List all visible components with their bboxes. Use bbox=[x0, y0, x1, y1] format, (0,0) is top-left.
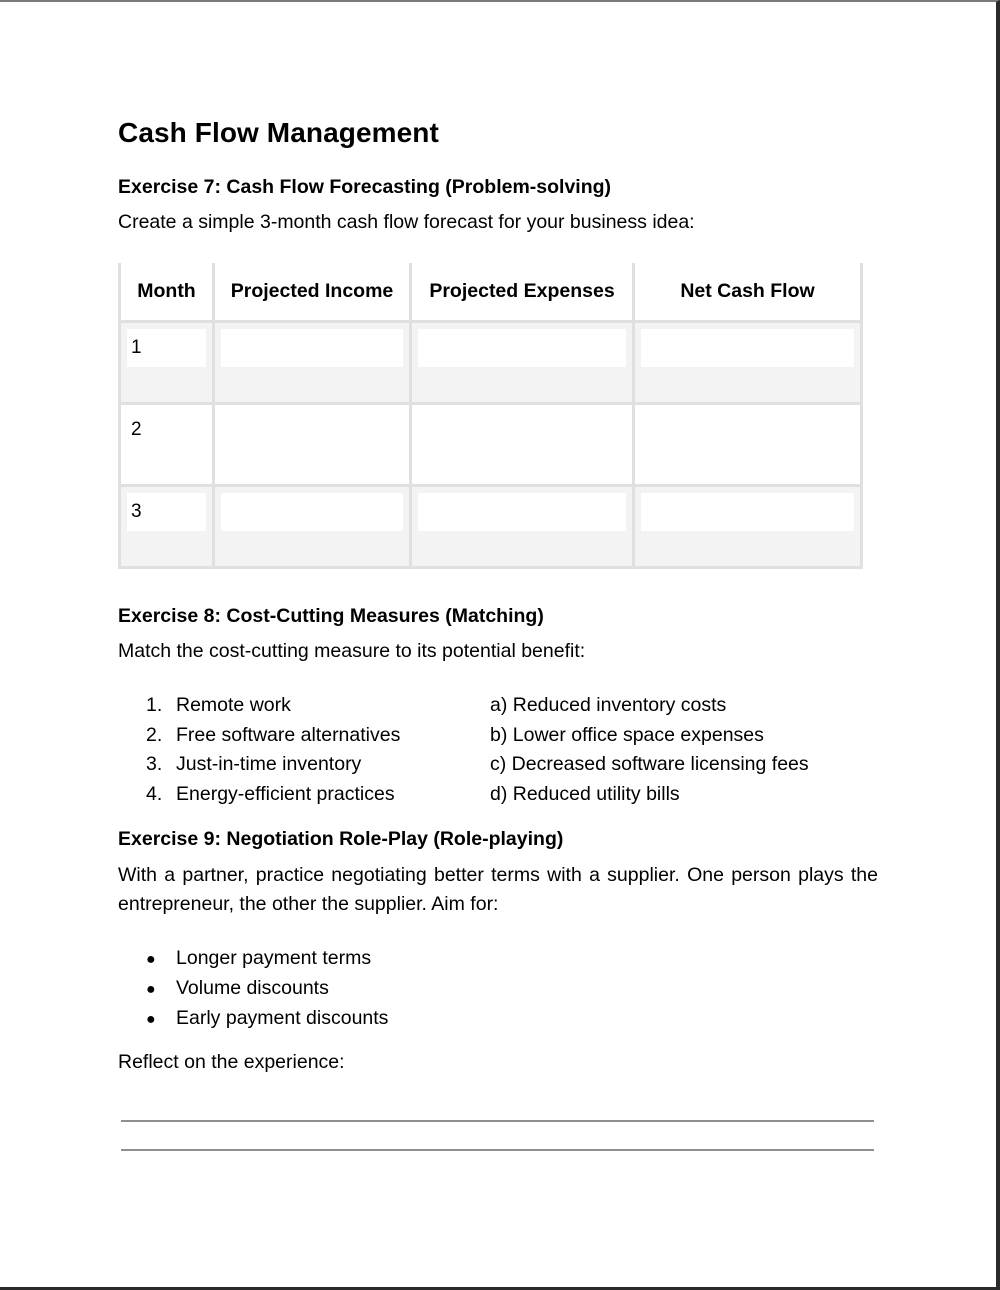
cell-projected-expenses[interactable] bbox=[411, 403, 634, 485]
list-item: ● Early payment discounts bbox=[146, 1004, 388, 1034]
exercise-7-title: Exercise 7: Cash Flow Forecasting (Problem-solving) bbox=[118, 176, 612, 198]
cell-net-cash-flow[interactable] bbox=[634, 485, 862, 567]
cell-month: 3 bbox=[120, 485, 214, 567]
bullet-icon: ● bbox=[146, 981, 156, 998]
list-item: c) Decreased software licensing fees bbox=[490, 753, 809, 775]
page-title: Cash Flow Management bbox=[118, 117, 439, 148]
cell-month: 1 bbox=[120, 321, 214, 403]
list-item: 3. Just-in-time inventory bbox=[146, 753, 362, 775]
header-net-cash-flow: Net Cash Flow bbox=[634, 263, 862, 321]
cell-projected-income[interactable] bbox=[214, 403, 411, 485]
list-item: ● Longer payment terms bbox=[146, 944, 388, 974]
list-item: 2. Free software alternatives bbox=[146, 723, 401, 746]
list-item: 4. Energy-efficient practices bbox=[146, 782, 395, 805]
cash-flow-forecast-table bbox=[118, 263, 863, 569]
header-projected-income: Projected Income bbox=[214, 263, 411, 321]
exercise-9-title: Exercise 9: Negotiation Role-Play (Role-playing) bbox=[118, 828, 564, 850]
cell-net-cash-flow[interactable] bbox=[634, 321, 862, 403]
benefits-list bbox=[490, 691, 809, 809]
exercise-7-instructions: Create a simple 3-month cash flow forecast for your business idea: bbox=[118, 211, 695, 233]
list-item: a) Reduced inventory costs bbox=[490, 694, 727, 716]
table-row bbox=[120, 403, 862, 485]
header-projected-expenses: Projected Expenses bbox=[411, 263, 634, 321]
header-month: Month bbox=[120, 263, 214, 321]
cell-projected-expenses[interactable] bbox=[411, 321, 634, 403]
list-item: ● Volume discounts bbox=[146, 974, 388, 1004]
cost-cutting-measures-list bbox=[146, 691, 400, 809]
answer-line-2[interactable] bbox=[121, 1149, 874, 1151]
table-row bbox=[120, 321, 862, 403]
cell-projected-expenses[interactable] bbox=[411, 485, 634, 567]
cell-month: 2 bbox=[120, 403, 214, 485]
cell-net-cash-flow[interactable] bbox=[634, 403, 862, 485]
cell-projected-income[interactable] bbox=[214, 321, 411, 403]
table-row bbox=[120, 485, 862, 567]
exercise-9-instructions: With a partner, practice negotiating better terms with a supplier. One person plays the entrepreneur, the other the supplier. Aim for: bbox=[118, 864, 878, 915]
list-item: d) Reduced utility bills bbox=[490, 782, 680, 805]
exercise-8-instructions: Match the cost-cutting measure to its potential benefit: bbox=[118, 640, 586, 662]
exercise-8-title: Exercise 8: Cost-Cutting Measures (Matching) bbox=[118, 605, 544, 627]
bullet-icon: ● bbox=[146, 1011, 156, 1028]
list-item: 1. Remote work bbox=[146, 694, 291, 716]
bullet-icon: ● bbox=[146, 951, 156, 968]
negotiation-aims-list bbox=[146, 944, 388, 1034]
answer-line-1[interactable] bbox=[121, 1120, 874, 1122]
table-header-row bbox=[120, 263, 862, 321]
cell-projected-income[interactable] bbox=[214, 485, 411, 567]
list-item: b) Lower office space expenses bbox=[490, 723, 764, 746]
reflect-prompt: Reflect on the experience: bbox=[118, 1051, 345, 1073]
